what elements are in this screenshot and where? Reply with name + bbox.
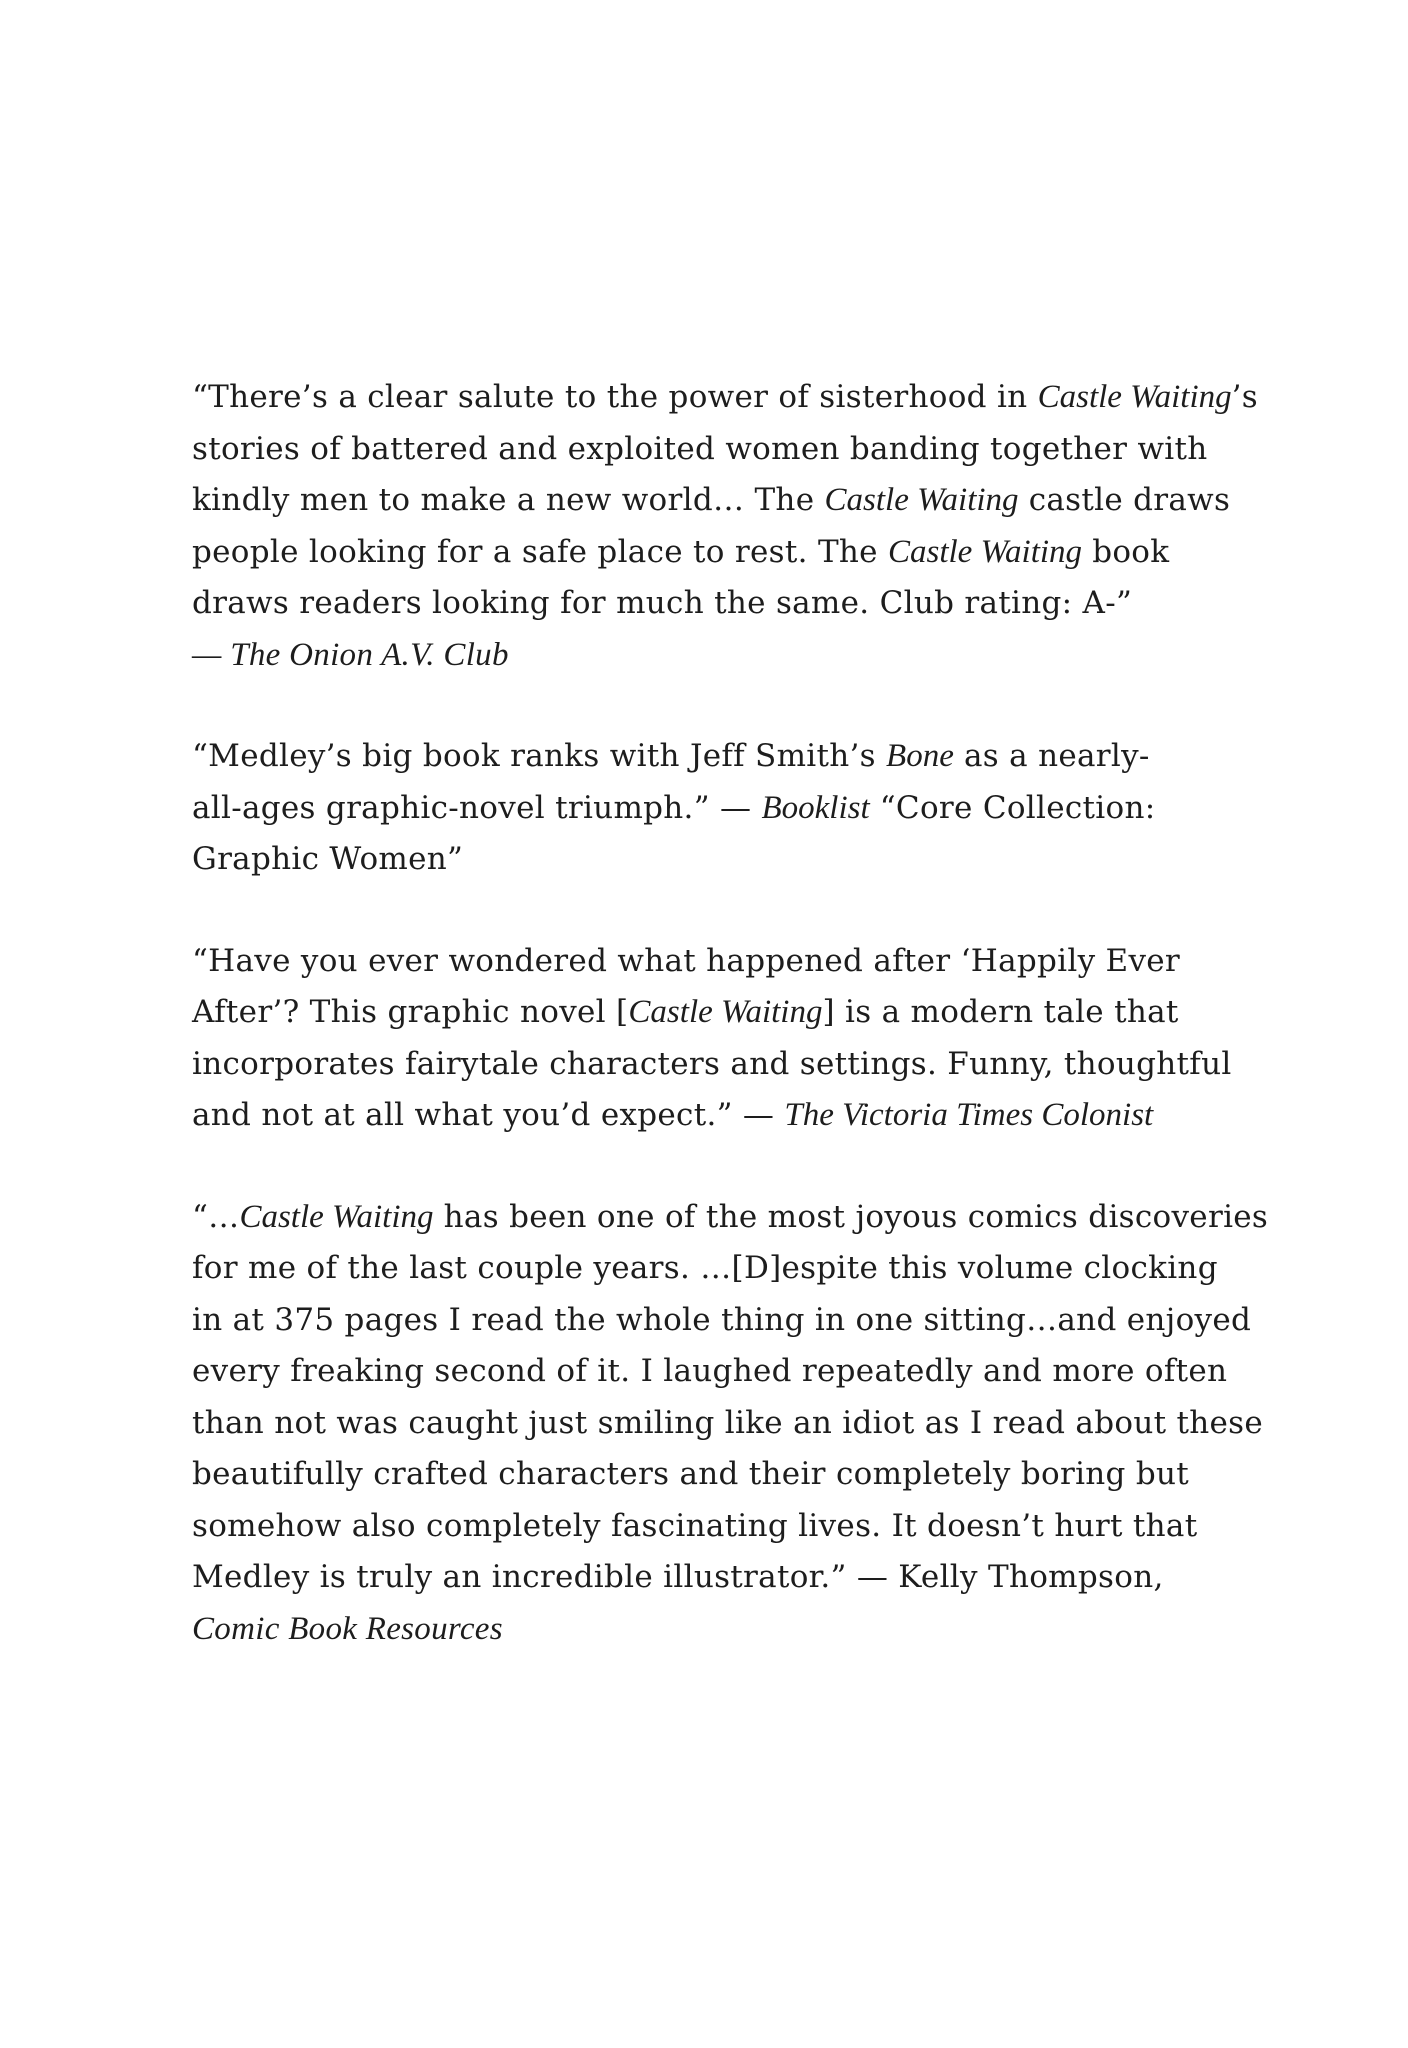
review-onion [192, 372, 1259, 681]
review-line: “Have you ever wondered what happened after ‘Happily Ever [192, 942, 1181, 979]
review-source: Comic Book Resources [192, 1610, 503, 1647]
review-line: and not at all what you’d expect.” — The Victoria Times Colonist [192, 1097, 1154, 1133]
review-line: for me of the last couple years. …[D]espite this volume clocking [192, 1250, 1218, 1286]
review-line: “Medley’s big book ranks with Jeff Smith’s Bone as a nearly- [192, 738, 1150, 774]
review-line: all-ages graphic-novel triumph.” — Booklist “Core Collection: [192, 789, 1156, 826]
book-title: Bone [886, 738, 954, 774]
review-line: Medley is truly an incredible illustrator.” — Kelly Thompson, [192, 1559, 1164, 1595]
review-line: kindly men to make a new world… The Castle Waiting castle draws [192, 482, 1231, 518]
book-title: Castle Waiting [887, 533, 1083, 570]
review-line: in at 375 pages I read the whole thing in one sitting…and enjoyed [192, 1301, 1252, 1338]
review-line: beautifully crafted characters and their completely boring but [192, 1456, 1190, 1492]
review-line: than not was caught just smiling like an idiot as I read about these [192, 1404, 1264, 1441]
book-title: Castle Waiting [1037, 379, 1232, 415]
review-page [192, 372, 1269, 1655]
review-source: Booklist [761, 789, 870, 826]
review-booklist [192, 731, 1252, 886]
review-attribution: — The Onion A.V. Club [192, 636, 509, 673]
review-line: somehow also completely fascinating lives. It doesn’t hurt that [192, 1507, 1198, 1544]
review-line: every freaking second of it. I laughed repeatedly and more often [192, 1353, 1228, 1389]
review-times-colonist [192, 936, 1252, 1142]
book-title: Castle Waiting [628, 994, 823, 1030]
book-title: Castle Waiting [824, 482, 1019, 518]
review-line: “There’s a clear salute to the power of sisterhood in Castle Waiting’s [192, 379, 1259, 415]
review-line: incorporates fairytale characters and settings. Funny, thoughtful [192, 1045, 1232, 1082]
review-line: draws readers looking for much the same. Club rating: A-” [192, 585, 1133, 621]
review-line: Graphic Women” [192, 841, 464, 877]
review-line: stories of battered and exploited women banding together with [192, 430, 1208, 467]
review-line: “…Castle Waiting has been one of the most joyous comics discoveries [192, 1198, 1269, 1235]
book-title: Castle Waiting [239, 1198, 434, 1235]
review-source: The Victoria Times Colonist [784, 1097, 1154, 1133]
review-line: After’? This graphic novel [Castle Waiting] is a modern tale that [192, 994, 1179, 1030]
review-comic-book-resources [192, 1192, 1269, 1656]
review-line: people looking for a safe place to rest. The Castle Waiting book [192, 533, 1170, 570]
